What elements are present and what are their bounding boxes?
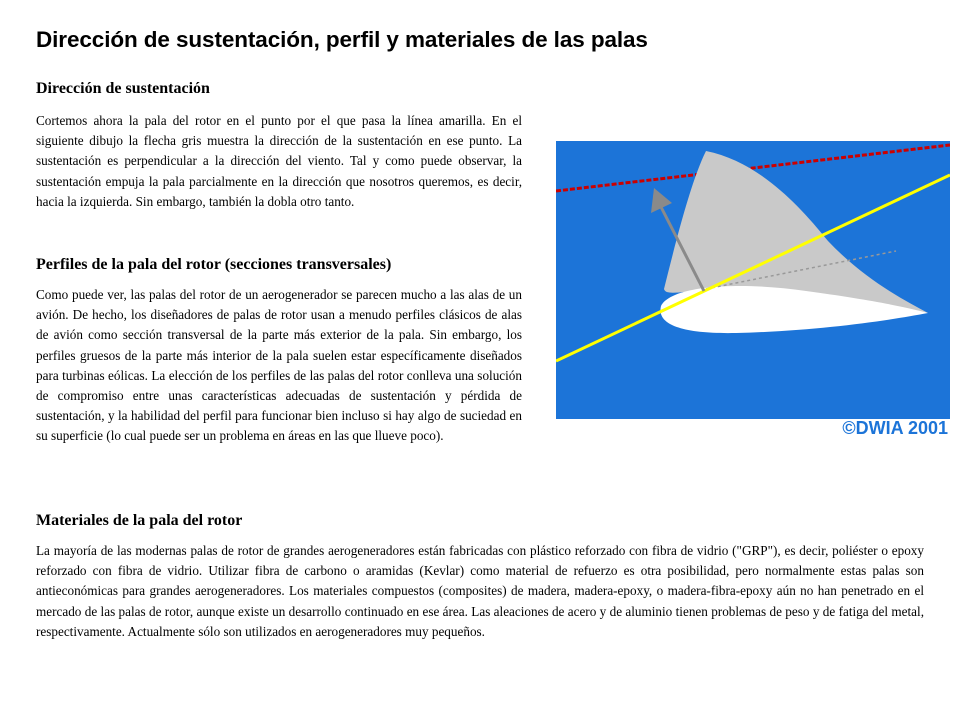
lift-direction-paragraph: Cortemos ahora la pala del rotor en el punto por el que pasa la línea amarilla. En el siguiente dibujo la flecha gris muestra la dirección de la sustentación en ese punto. La sustentación es perpendicular a la dirección del viento. Tal y como puede observar, la sustentación empuja la pala parcialmente en la dirección que nosotros queremos, es decir, hacia la izquierda. Sin embargo, también la dobla otro tanto. [36, 113, 522, 209]
blade-materials-paragraph: La mayoría de las modernas palas de rotor de grandes aerogeneradores están fabricadas con plástico reforzado con fibra de vidrio ("GRP"), es decir, poliéster o epoxy reforzado con fibra de vidrio. Utilizar fibra de carbono o aramidas (Kevlar) como material de refuerzo es otra posibilidad, pero normalmente estas palas son antieconómicas para grandes aerogeneradores. Los materiales compuestos (composites) de madera, madera-epoxy, o madera-fibra-epoxy aún no han penetrado en el mercado de las palas de rotor, aunque existe un desarrollo continuado en ese área. Las aleaciones de acero y de aluminio tienen problemas de peso y de fatiga del metal, respectivamente. Actualmente sólo son utilizados en aerogeneradores muy pequeños. [36, 543, 924, 639]
copyright-label: ©DWIA 2001 [842, 418, 948, 438]
section-heading-lift-direction: Dirección de sustentación [36, 80, 210, 97]
page-title: Dirección de sustentación, perfil y materiales de las palas [36, 27, 648, 52]
blade-profiles-paragraph: Como puede ver, las palas del rotor de un aerogenerador se parecen mucho a las alas de un avión. De hecho, los diseñadores de palas de rotor usan a menudo perfiles clásicos de alas de avión como sección transversal de la parte más exterior de la pala. Sin embargo, los perfiles gruesos de la parte más interior de la pala suelen estar específicamente diseñados para turbinas eólicas. La elección de los perfiles de las palas del rotor conlleva una solución de compromiso entre unas características adecuadas de sustentación y pérdida de sustentación, y la habilidad del perfil para funcionar bien incluso si hay algo de suciedad en su superficie (lo cual puede ser un problema en áreas en las que llueve poco). [36, 287, 522, 444]
section-heading-blade-profiles: Perfiles de la pala del rotor (secciones transversales) [36, 256, 392, 273]
rotor-blade-illustration [556, 141, 950, 439]
section-heading-blade-materials: Materiales de la pala del rotor [36, 512, 243, 529]
